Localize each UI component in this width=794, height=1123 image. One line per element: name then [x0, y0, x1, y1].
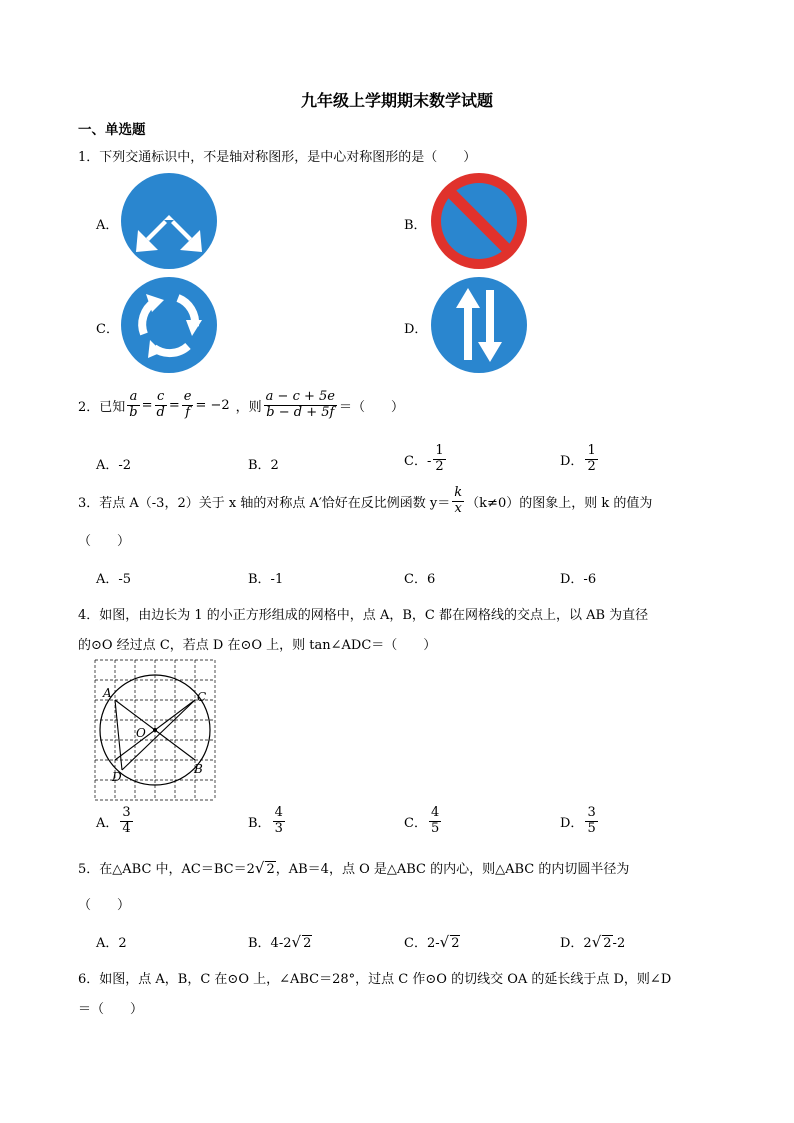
q2-option-d: D． $\frac{1}{2}$ — [560, 443, 596, 474]
q5-option-d: D．2√ 2-2 — [560, 933, 626, 951]
q1-option-b-label: B． — [404, 218, 427, 233]
q2-eq1: = — [141, 397, 153, 413]
q4-label-o: O — [136, 726, 146, 740]
q4-line2: 的⊙O 经过点 C，若点 D 在⊙O 上，则 tan∠ADC＝（ ） — [78, 638, 437, 653]
roundabout-sign-icon — [120, 276, 218, 374]
q4-label-d: D — [112, 770, 122, 784]
q2-frac-a-b: $\frac{a}{b}$ — [129, 389, 138, 420]
q2-eq2: = — [168, 397, 180, 413]
q2-frac-e-f: $\frac{e}{f}$ — [183, 389, 192, 420]
q2-option-a: A．-2 — [96, 458, 132, 473]
page-title: 九年级上学期期末数学试题 — [300, 91, 493, 110]
q2-option-c: C．- $\frac{1}{2}$ — [404, 443, 444, 474]
q3-line1b: （k≠0）的图象上，则 k 的值为 — [466, 495, 653, 511]
q2-big-frac: $\frac{a - c + 5e}{b - d + 5f}$ — [265, 389, 335, 420]
no-parking-sign-icon — [430, 172, 528, 270]
q6-line2: ＝（ ） — [78, 1002, 144, 1017]
q6-line1: 6．如图，点 A，B，C 在⊙O 上，∠ABC＝28°，过点 C 作⊙O 的切线交 OA 的延长线于点 D，则∠D — [78, 972, 672, 987]
q3-option-d: D．-6 — [560, 572, 597, 587]
two-way-traffic-sign-icon — [430, 276, 528, 374]
q4-option-a: A． $\frac{3}{4}$ — [96, 805, 131, 836]
q5-option-b: B．4-2√ 2 — [248, 933, 312, 951]
q4-option-b: B． $\frac{4}{3}$ — [248, 805, 283, 836]
q2-eq3: = −2 — [195, 397, 230, 413]
q1-option-a-label: A． — [96, 218, 119, 233]
q2-mid: ，则 — [235, 399, 262, 415]
q3-frac-k-x: $\frac{k}{x}$ — [454, 485, 463, 516]
q2-post: ＝（ ） — [338, 399, 404, 415]
q2-pre: 2．已知 — [78, 399, 126, 415]
q1-option-d-label: D． — [404, 322, 428, 337]
q5-text: 5．在△ABC 中，AC＝BC＝2√ 2，AB＝4，点 O 是△ABC 的内心，则△ABC 的内切圆半径为 — [78, 859, 630, 877]
q1-option-c-label: C． — [96, 322, 119, 337]
q3-line1: 3．若点 A（-3，2）关于 x 轴的对称点 A′恰好在反比例函数 y＝ — [78, 495, 451, 511]
q2-text — [78, 390, 404, 421]
q2-frac-c-d: $\frac{c}{d}$ — [156, 389, 165, 420]
q5-option-a: A．2 — [96, 936, 127, 951]
diagonal-arrows-sign-icon — [120, 172, 218, 270]
q3-option-c: C．6 — [404, 572, 436, 587]
q3-line2: （ ） — [78, 534, 131, 549]
q4-label-b: B — [194, 762, 203, 776]
q1-text: 1．下列交通标识中，不是轴对称图形，是中心对称图形的是（ ） — [78, 150, 477, 165]
q4-option-c: C． $\frac{4}{5}$ — [404, 805, 440, 836]
q5-option-c: C．2-√ 2 — [404, 933, 460, 951]
q4-option-d: D． $\frac{3}{5}$ — [560, 805, 596, 836]
q4-label-c: C — [197, 690, 207, 704]
q2-option-b: B．2 — [248, 458, 279, 473]
q3-option-b: B．-1 — [248, 572, 284, 587]
q3-option-a: A．-5 — [96, 572, 132, 587]
q4-label-a: A — [103, 686, 112, 700]
q4-line1: 4．如图，由边长为 1 的小正方形组成的网格中，点 A，B，C 都在网格线的交点上，以 AB 为直径 — [78, 608, 649, 623]
q5-line2: （ ） — [78, 898, 131, 913]
q3-text — [78, 486, 652, 517]
section-heading: 一、单选题 — [78, 122, 146, 138]
